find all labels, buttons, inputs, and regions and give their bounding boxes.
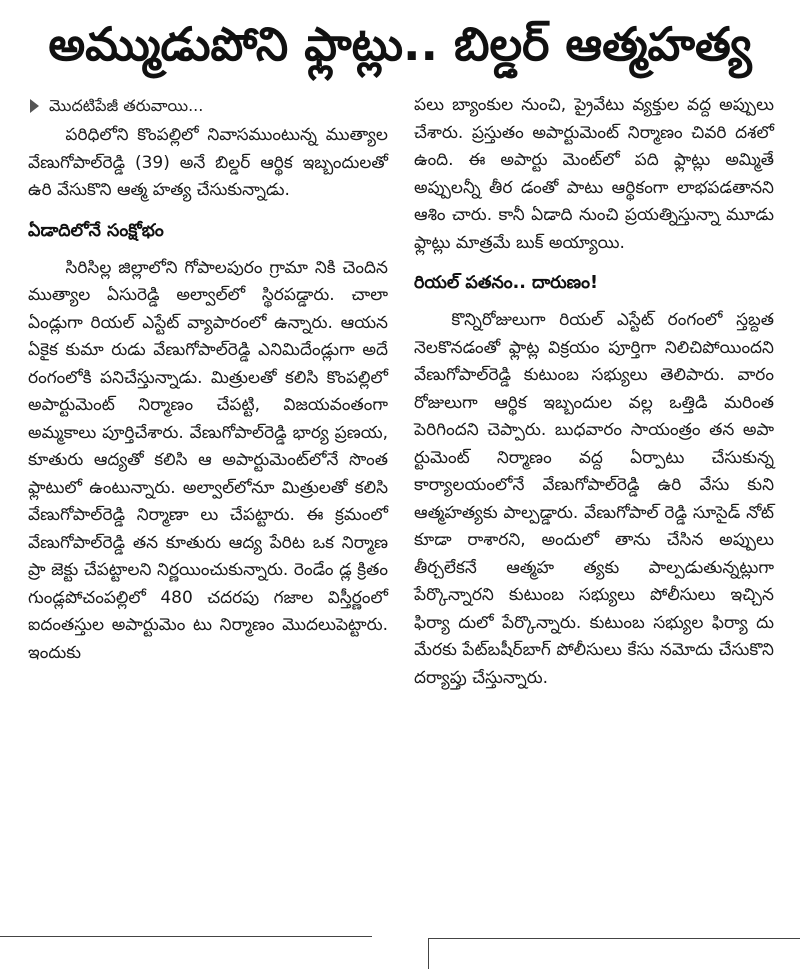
- headline: అమ్ముడుపోని ఫ్లాట్లు.. బిల్డర్ ఆత్మహత్య: [48, 17, 752, 71]
- continued-from: [28, 92, 388, 120]
- left-column: [28, 92, 388, 667]
- continuation-paragraph: పలు బ్యాంకుల నుంచి, ప్రైవేటు వ్యక్తుల వద్ద అప్పులు చేశారు. ప్రస్తుతం అపార్టుమెంట్ నిర్మాణం చివరి దశలో ఉంది. ఈ అపార్టు మెంట్‌లో పది ఫ్లాట్లు అమ్మితే అప్పులన్నీ తీర డంతో పాటు ఆర్థికంగా లాభపడతానని ఆశిం చారు. కానీ ఏడాది నుంచి ప్రయత్నిస్తున్నా మూడు ఫ్లాట్లు మాత్రమే బుక్ అయ్యాయి.: [414, 95, 774, 253]
- body-paragraph-right: కొన్నిరోజులుగా రియల్ ఎస్టేట్ రంగంలో స్తబ్దత నెలకొనడంతో ఫ్లాట్ల విక్రయం పూర్తిగా నిలిచిపోయిందని వేణుగోపాల్‌రెడ్డి కుటుంబ సభ్యులు తెలిపారు. వారం రోజులుగా ఆర్థిక ఇబ్బందుల వల్ల ఒత్తిడి మరింత పెరిగిందని చెప్పారు. బుధవారం సాయంత్రం తన అపా ర్టుమెంట్ నిర్మాణం వద్ద ఏర్పాటు చేసుకున్న కార్యాలయంలోనే వేణుగోపాల్‌రెడ్డి ఉరి వేసు కుని ఆత్మహత్యకు పాల్పడ్డారు. వేణుగోపాల్ రెడ్డి సూసైడ్ నోట్ కూడా రాశారని, అందులో తాను చేసిన అప్పులు తీర్చలేకనే ఆత్మహ త్యకు పాల్పడుతున్నట్లుగా పేర్కొన్నారని కుటుంబ సభ్యులు పోలీసులు ఇచ్చిన ఫిర్యా దులో పేర్కొన్నారు. కుటుంబ సభ్యుల ఫిర్యా దు మేరకు పేట్‌బషీర్‌బాగ్ పోలీసులు కేసు నమోదు చేసుకొని దర్యాప్తు చేస్తున్నారు.: [414, 310, 774, 688]
- intro-paragraph: పరిధిలోని కొంపల్లిలో నివాసముంటున్న ముత్యాల వేణుగోపాల్‌రెడ్డి (39) అనే బిల్డర్ ఆర్థిక ఇబ్బందులతో ఉరి వేసుకొని ఆత్మ హత్య చేసుకున్నాడు.: [28, 125, 388, 200]
- bottom-box-right: [428, 938, 800, 969]
- body-paragraph-left: సిరిసిల్ల జిల్లాలోని గోపాలపురం గ్రామా నికి చెందిన ముత్యాల ఏసురెడ్డి అల్వాల్‌లో స్థిరపడ్డారు. చాలా ఏండ్లుగా రియల్ ఎస్టేట్ వ్యాపారంలో ఉన్నారు. ఆయన ఏకైక కుమా రుడు వేణుగోపాల్‌రెడ్డి ఎనిమిదేండ్లుగా అదే రంగంలోకి పనిచేస్తున్నాడు. మిత్రులతో కలిసి కొంపల్లిలో అపార్టుమెంట్ నిర్మాణం చేపట్టి, విజయవంతంగా అమ్మకాలు పూర్తిచేశారు. వేణుగోపాల్‌రెడ్డి భార్య ప్రణయ, కూతురు ఆద్యతో కలిసి ఆ అపార్టుమెంట్‌లోనే సొంత ఫ్లాటులో ఉంటున్నారు. అల్వాల్‌లోనూ మిత్రులతో కలిసి వేణుగోపాల్‌రెడ్డి నిర్మాణా లు చేపట్టారు. ఈ క్రమంలో వేణుగోపాల్‌రెడ్డి తన కూతురు ఆద్య పేరిట ఒక నిర్మాణ ప్రా జెక్టు చేపట్టాలని నిర్ణయించుకున్నారు. రెండేం డ్ల క్రితం గుండ్లపోచంపల్లిలో 480 చదరపు గజాల విస్తీర్ణంలో ఐదంతస్తుల అపార్టుమెం టు నిర్మాణం మొదలుపెట్టారు. ఇందుకు: [28, 257, 388, 663]
- arrow-right-icon: [30, 99, 39, 113]
- subheading-left: ఏడాదిలోనే సంక్షోభం: [28, 220, 164, 241]
- bottom-divider-left: [0, 936, 372, 937]
- continued-from-label: మొదటిపేజీ తరువాయి...: [49, 96, 204, 116]
- subheading-right: రియల్ పతనం.. దారుణం!: [414, 273, 598, 293]
- right-column: [414, 92, 774, 692]
